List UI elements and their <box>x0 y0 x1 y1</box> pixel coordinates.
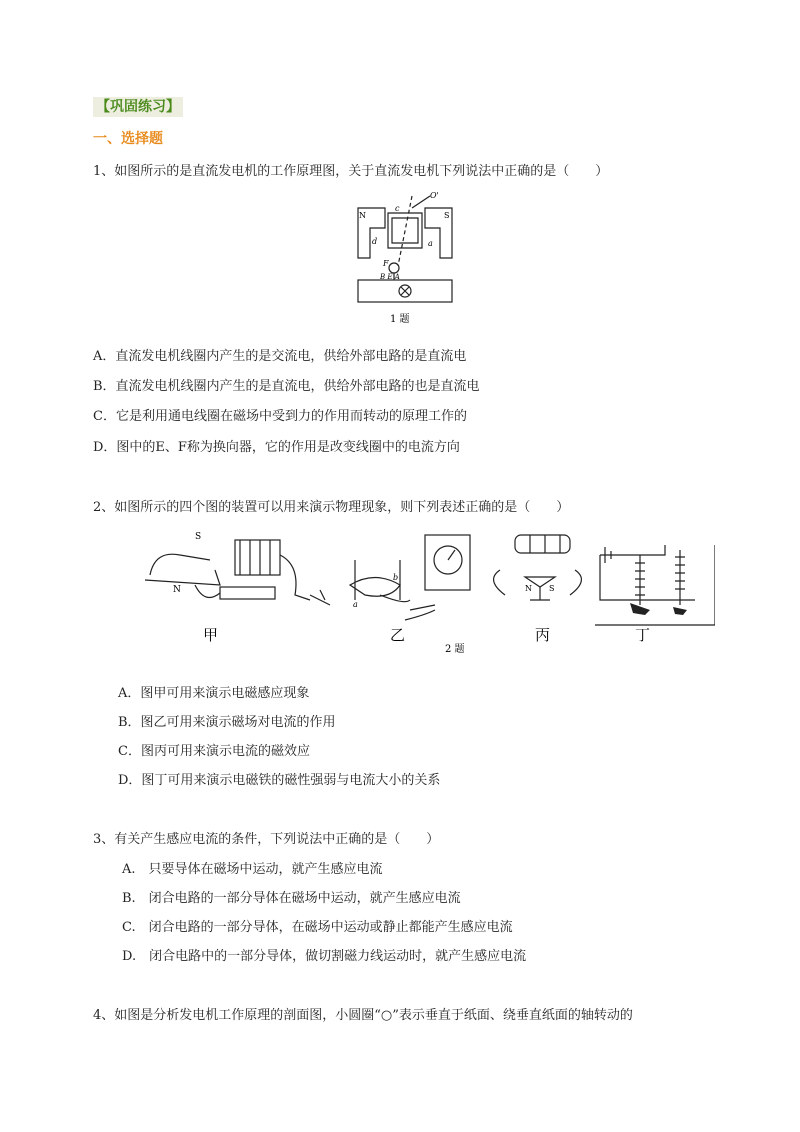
magnet-n-label: N <box>359 211 366 220</box>
brush-f-label: F <box>383 259 389 268</box>
q2-option-c[interactable]: C．图丙可用来演示电流的磁效应 <box>118 744 310 759</box>
q2-option-b[interactable]: B．图乙可用来演示磁场对电流的作用 <box>118 715 336 730</box>
coil-c-label: c <box>395 204 400 213</box>
panel-label-jia: 甲 <box>203 626 219 644</box>
fig2-b-label: b <box>393 573 399 582</box>
q2-option-d[interactable]: D．图丁可用来演示电磁铁的磁性强弱与电流大小的关系 <box>118 773 441 788</box>
brush-bea-label: B E A <box>380 273 400 281</box>
fig2-n2-label: N <box>525 584 532 593</box>
generator-diagram <box>350 188 460 328</box>
q1-option-d[interactable]: D．图中的E、F称为换向器，它的作用是改变线圈中的电流方向 <box>93 440 460 455</box>
section-tag: 【巩固练习】 <box>93 97 183 117</box>
q1-option-b[interactable]: B．直流发电机线圈内产生的是直流电，供给外部电路的也是直流电 <box>93 379 480 394</box>
question-2-stem: 2、如图所示的四个图的装置可以用来演示物理现象，则下列表述正确的是（ ） <box>93 500 570 515</box>
q2-option-a[interactable]: A．图甲可用来演示电磁感应现象 <box>118 686 310 701</box>
four-apparatus-figure <box>135 525 715 655</box>
question-4-stem: 4、如图是分析发电机工作原理的剖面图，小圆圈“○”表示垂直于纸面、绕垂直纸面的轴转动的 <box>93 1008 633 1023</box>
figure-2-caption: 2 题 <box>445 644 465 655</box>
question-1-stem: 1、如图所示的是直流发电机的工作原理图，关于直流发电机下列说法中正确的是（ ） <box>93 164 609 179</box>
q3-option-c[interactable]: C. 闭合电路的一部分导体，在磁场中运动或静止都能产生感应电流 <box>122 920 513 935</box>
q1-option-a[interactable]: A．直流发电机线圈内产生的是交流电，供给外部电路的是直流电 <box>93 349 467 364</box>
q3-option-b[interactable]: B. 闭合电路的一部分导体在磁场中运动，就产生感应电流 <box>122 891 461 906</box>
axis-o-label: O' <box>430 191 439 200</box>
panel-label-ding: 丁 <box>635 626 651 644</box>
fig2-s-label: S <box>195 532 202 542</box>
coil-a-label: a <box>428 239 433 248</box>
magnet-s-label: S <box>444 211 450 220</box>
coil-d-label: d <box>372 237 378 246</box>
section-title: 一、选择题 <box>93 131 163 147</box>
fig2-s2-label: S <box>549 584 555 593</box>
q1-option-c[interactable]: C．它是利用通电线圈在磁场中受到力的作用而转动的原理工作的 <box>93 409 467 424</box>
figure-1-caption: 1 题 <box>390 314 410 325</box>
question-3-stem: 3、有关产生感应电流的条件，下列说法中正确的是（ ） <box>93 832 440 847</box>
fig2-n-label: N <box>173 585 181 595</box>
panel-label-yi: 乙 <box>390 626 406 644</box>
q3-option-a[interactable]: A. 只要导体在磁场中运动，就产生感应电流 <box>122 862 383 877</box>
q3-option-d[interactable]: D. 闭合电路中的一部分导体，做切割磁力线运动时，就产生感应电流 <box>122 949 527 964</box>
fig2-a-label: a <box>353 600 358 609</box>
panel-label-bing: 丙 <box>535 626 551 644</box>
